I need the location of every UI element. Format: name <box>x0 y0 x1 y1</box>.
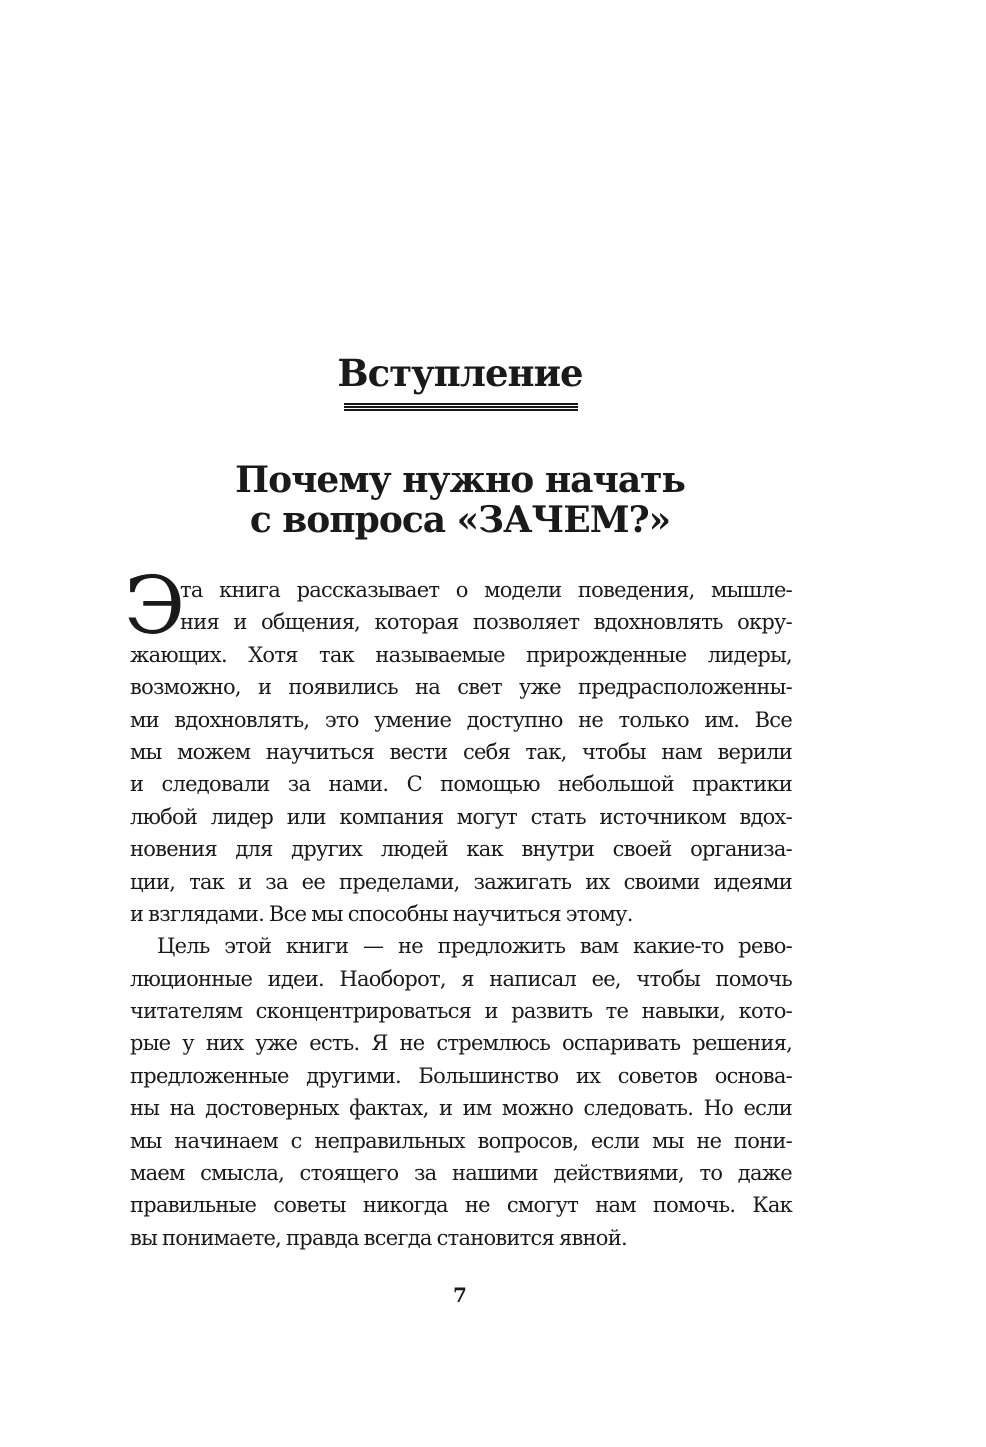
subtitle-line-1: Почему нужно начать <box>235 459 685 501</box>
text-line: ны на достоверных фактах, и им можно следовать. Но если <box>130 1096 792 1121</box>
text-line: жающих. Хотя так называемые прирожденные лидеры, <box>130 642 792 667</box>
text-line: предложенные другими. Большинство их советов основа- <box>130 1063 792 1088</box>
drop-cap: Э <box>124 559 185 652</box>
text-line: Цель этой книги — не предложить вам какие-то рево- <box>157 934 792 959</box>
paragraph-2 <box>130 930 792 1254</box>
text-line: правильные советы никогда не смогут нам помочь. Как <box>130 1193 792 1218</box>
text-line: мы начинаем с неправильных вопросов, если мы не пони- <box>130 1128 792 1153</box>
chapter-title: Вступление <box>337 351 583 395</box>
text-line: и взглядами. Все мы способны научиться этому. <box>130 901 633 926</box>
text-line: ми вдохновлять, это умение доступно не только им. Все <box>130 707 792 732</box>
text-line: возможно, и появились на свет уже предрасположенны- <box>130 675 792 700</box>
text-line: та книга рассказывает о модели поведения, мышле- <box>180 578 792 602</box>
subtitle-line-2: с вопроса «ЗАЧЕМ?» <box>249 499 671 541</box>
paragraph-1 <box>124 559 792 930</box>
text-line: новения для других людей как внутри своей организа- <box>130 837 792 862</box>
text-line: и следовали за нами. С помощью небольшой практики <box>130 772 792 797</box>
text-line: вы понимаете, правда всегда становится явной. <box>130 1225 627 1250</box>
page-number: 7 <box>453 1283 467 1307</box>
chapter-subtitle <box>0 460 920 540</box>
text-line: любой лидер или компания могут стать источником вдох- <box>130 804 792 829</box>
rule-line <box>344 409 578 411</box>
text-line: мы можем научиться вести себя так, чтобы нам верили <box>130 739 792 764</box>
title-underline-rule <box>344 403 578 411</box>
text-line: ния и общения, которая позволяет вдохновлять окру- <box>180 610 792 635</box>
text-line: ции, так и за ее пределами, зажигать их своими идеями <box>130 869 792 894</box>
body-text <box>124 559 792 1254</box>
text-line: читателям сконцентрироваться и развить те навыки, кото- <box>130 999 792 1024</box>
text-line: рые у них уже есть. Я не стремлюсь оспаривать решения, <box>130 1031 792 1056</box>
rule-line <box>344 406 578 408</box>
text-line: маем смысла, стоящего за нашими действиями, то даже <box>130 1161 792 1186</box>
text-line: люционные идеи. Наоборот, я написал ее, чтобы помочь <box>130 966 792 991</box>
rule-line <box>344 403 578 405</box>
